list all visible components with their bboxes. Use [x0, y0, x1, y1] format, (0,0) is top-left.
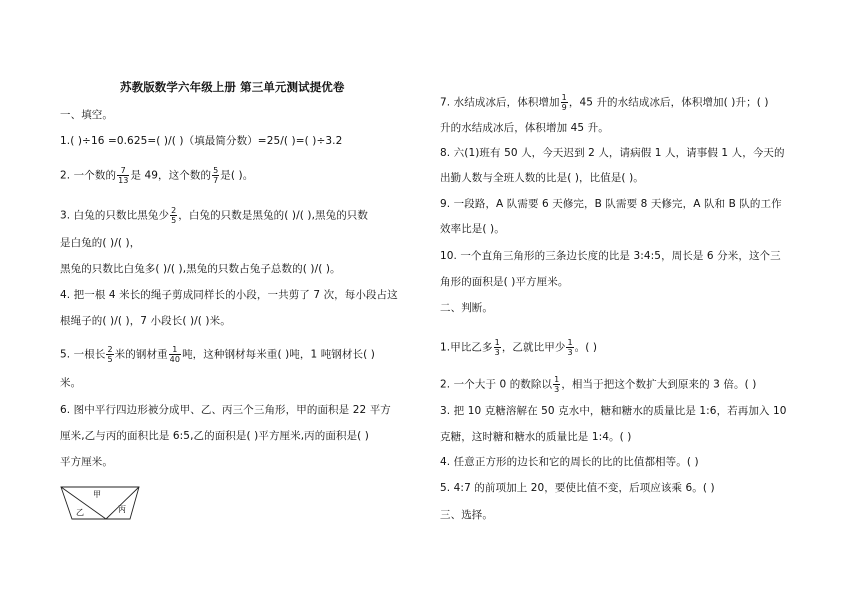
judge-3: 3. 把 10 克糖溶解在 50 克水中，糖和糖水的质量比是 1:6，若再加入 10 — [440, 405, 787, 417]
question-7-line-2: 升的水结成冰后，体积增加 45 升。 — [440, 122, 609, 134]
q5-f1-denominator: 5 — [107, 355, 113, 364]
judge-2 — [440, 375, 756, 394]
q2-f1-numerator: 7 — [117, 166, 129, 176]
q5-f1-numerator: 2 — [107, 345, 113, 354]
q7-numerator: 1 — [561, 93, 567, 102]
j1-text-b: ，乙就比甲少 — [501, 341, 566, 354]
question-8-line-2: 出勤人数与全班人数的比是( )，比值是( )。 — [440, 172, 644, 184]
judge-3-line-2: 克糖，这时糖和糖水的质量比是 1:4。( ) — [440, 431, 632, 443]
judge-4: 4. 任意正方形的边长和它的周长的比的比值都相等。( ) — [440, 456, 699, 468]
q3-fraction — [170, 206, 177, 225]
q2-text-b: 是 49，这个数的 — [130, 169, 212, 182]
q3-denominator: 5 — [171, 216, 177, 225]
q2-f2-denominator: 7 — [213, 176, 219, 185]
q5-text-b: 米的钢材重 — [114, 348, 168, 361]
j1-f1-denominator: 3 — [494, 348, 500, 357]
q5-f2-denominator: 40 — [169, 355, 181, 364]
q7-text-b: ，45 升的水结成冰后，体积增加( )升；( ) — [568, 96, 769, 109]
question-10: 10. 一个直角三角形的三条边长度的比是 3:4:5，周长是 6 分米，这个三 — [440, 250, 781, 262]
q2-f1-denominator: 13 — [118, 176, 129, 185]
question-6-line-2: 厘米,乙与丙的面积比是 6:5,乙的面积是( )平方厘米,丙的面积是( ) — [60, 430, 370, 442]
j2-numerator: 1 — [554, 375, 560, 384]
j2-fraction — [553, 375, 560, 394]
page-title: 苏教版数学六年级上册 第三单元测试提优卷 — [120, 80, 345, 94]
j1-fraction-1 — [494, 338, 501, 357]
q5-text-a: 5. 一根长 — [60, 348, 106, 361]
j1-f2-denominator: 3 — [567, 348, 573, 357]
judge-1 — [440, 338, 597, 357]
q5-text-c: 吨，这种钢材每米重( )吨，1 吨钢材长( ) — [182, 348, 375, 361]
question-9: 9. 一段路，A 队需要 6 天修完，B 队需要 8 天修完，A 队和 B 队的工作 — [440, 198, 782, 210]
question-2 — [60, 166, 253, 185]
j1-text-a: 1.甲比乙多 — [440, 341, 493, 354]
section-fill-heading: 一、填空。 — [60, 109, 113, 121]
q3-text-b: ，白兔的只数是黑兔的( )/( ),黑兔的只数 — [178, 209, 369, 222]
question-6: 6. 图中平行四边形被分成甲、乙、丙三个三角形，甲的面积是 22 平方 — [60, 404, 391, 416]
question-7 — [440, 93, 769, 112]
label-bing: 丙 — [118, 505, 126, 514]
label-yi: 乙 — [76, 508, 84, 517]
question-5 — [60, 345, 375, 364]
parallelogram-figure — [60, 485, 140, 521]
q2-f2-numerator: 5 — [213, 166, 219, 175]
q5-f2-numerator: 1 — [169, 345, 181, 355]
q2-fraction-1 — [117, 166, 129, 185]
q2-text-a: 2. 一个数的 — [60, 169, 117, 182]
j2-text-b: ，相当于把这个数扩大到原来的 3 倍。( ) — [561, 378, 757, 391]
question-4-line-2: 根绳子的( )/( )，7 小段长( )/( )米。 — [60, 315, 231, 327]
question-3-line-3: 黑兔的只数比白兔多( )/( ),黑兔的只数占兔子总数的( )/( )。 — [60, 263, 341, 275]
q7-text-a: 7. 水结成冰后，体积增加 — [440, 96, 560, 109]
judge-5: 5. 4:7 的前项加上 20，要使比值不变，后项应该乘 6。( ) — [440, 482, 715, 494]
question-3 — [60, 206, 368, 225]
q7-denominator: 9 — [561, 103, 567, 112]
j1-f2-numerator: 1 — [567, 338, 573, 347]
q2-text-c: 是( )。 — [220, 169, 254, 182]
question-4: 4. 把一根 4 米长的绳子剪成同样长的小段，一共剪了 7 次，每小段占这 — [60, 289, 398, 301]
section-judge-heading: 二、判断。 — [440, 302, 493, 314]
q7-fraction — [561, 93, 568, 112]
j1-fraction-2 — [566, 338, 573, 357]
section-choose-heading: 三、选择。 — [440, 509, 493, 521]
q5-fraction-2 — [169, 345, 181, 364]
question-1: 1.( )÷16 =0.625=( )/( )（填最简分数）=25/( )=( )÷3.2 — [60, 135, 343, 147]
q3-text-a: 3. 白兔的只数比黑兔少 — [60, 209, 170, 222]
j1-text-c: 。( ) — [574, 341, 598, 354]
q3-numerator: 2 — [171, 206, 177, 215]
question-9-line-2: 效率比是( )。 — [440, 223, 505, 235]
question-8: 8. 六(1)班有 50 人，今天迟到 2 人，请病假 1 人，请事假 1 人，今天的 — [440, 147, 785, 159]
q5-fraction-1 — [106, 345, 113, 364]
q2-fraction-2 — [212, 166, 219, 185]
question-10-line-2: 角形的面积是( )平方厘米。 — [440, 276, 569, 288]
question-6-line-3: 平方厘米。 — [60, 456, 113, 468]
question-5-line-2: 米。 — [60, 377, 82, 389]
j1-f1-numerator: 1 — [494, 338, 500, 347]
question-3-line-2: 是白兔的( )/( )， — [60, 237, 141, 249]
j2-denominator: 3 — [554, 385, 560, 394]
j2-text-a: 2. 一个大于 0 的数除以 — [440, 378, 553, 391]
label-jia: 甲 — [93, 490, 101, 499]
